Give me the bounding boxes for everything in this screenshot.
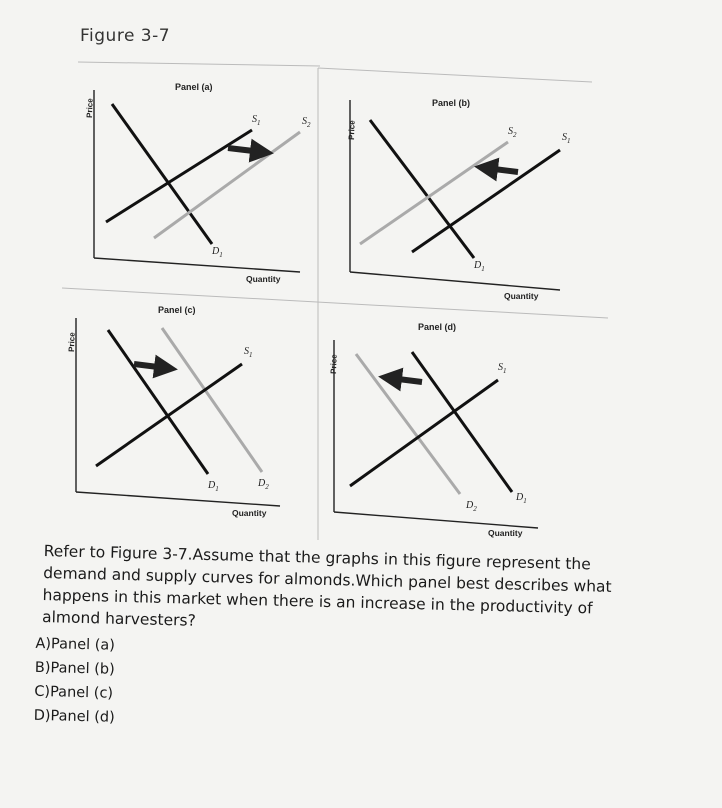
panel-c-x-axis <box>76 492 280 506</box>
panel-b-s2-label: $S_2$ <box>508 126 517 139</box>
panel-a-supply-s1 <box>106 130 252 222</box>
panel-b-quantity-label: Quantity <box>504 291 539 301</box>
panel-c-price-label: Price <box>67 332 77 353</box>
panel-a-label: Panel (a) <box>175 82 213 92</box>
panel-a-supply-s2 <box>154 132 300 238</box>
panel-b-d1-label: $D_1$ <box>474 260 485 273</box>
panel-b <box>347 98 570 301</box>
panel-c-supply-s1 <box>96 364 242 466</box>
panel-b-label: Panel (b) <box>432 98 471 108</box>
panel-c-quantity-label: Quantity <box>232 508 267 518</box>
figure-title: Figure 3-7 <box>80 26 171 46</box>
panel-c-d1-label: $D_1$ <box>208 480 219 493</box>
panel-b-shift-arrow-icon <box>486 168 518 172</box>
panel-a-s2-label: $S_2$ <box>302 116 311 129</box>
panel-a-d1-label: $D_1$ <box>212 246 223 259</box>
question-block <box>33 540 655 743</box>
panel-d-s1-label: $S_1$ <box>498 362 507 375</box>
figure-frame <box>62 62 608 540</box>
panel-d-shift-arrow-icon <box>390 378 422 382</box>
panel-a-price-label: Price <box>85 98 95 119</box>
panel-d-d1-label: $D_1$ <box>516 492 527 505</box>
panel-b-supply-s2 <box>360 142 508 244</box>
panel-a <box>85 82 311 284</box>
panel-a-demand-d1 <box>112 104 212 244</box>
panel-b-s1-label: $S_1$ <box>562 132 571 145</box>
option-c[interactable]: C)Panel (c) <box>34 683 114 702</box>
panel-d <box>329 322 538 538</box>
panel-a-quantity-label: Quantity <box>246 274 281 284</box>
option-d[interactable]: D)Panel (d) <box>33 707 115 726</box>
panel-c <box>67 305 280 518</box>
panel-a-s1-label: $S_1$ <box>252 114 261 127</box>
panel-c-d2-label: $D_2$ <box>258 478 269 491</box>
question-text: Refer to Figure 3-7.Assume that the graphs in this figure represent the demand and supply curves for almonds.Which panel best describes what happens in this market when there is an increase in the productivity of almond harvesters? <box>41 541 612 630</box>
panel-c-label: Panel (c) <box>158 305 196 315</box>
panel-d-price-label: Price <box>329 354 339 375</box>
panel-b-price-label: Price <box>347 120 357 141</box>
panel-d-demand-d1 <box>412 352 512 492</box>
panel-b-demand-d1 <box>370 120 474 258</box>
panel-d-demand-d2 <box>356 354 460 494</box>
panel-c-shift-arrow-icon <box>134 364 166 368</box>
panel-c-s1-label: $S_1$ <box>244 346 253 359</box>
panel-c-demand-d1 <box>108 330 208 474</box>
panel-a-shift-arrow-icon <box>228 148 262 152</box>
panel-b-supply-s1 <box>412 150 560 252</box>
option-b[interactable]: B)Panel (b) <box>34 659 115 678</box>
panel-d-label: Panel (d) <box>418 322 457 332</box>
panel-a-x-axis <box>94 258 300 272</box>
panel-d-quantity-label: Quantity <box>488 528 523 538</box>
panel-d-x-axis <box>334 512 538 528</box>
panel-d-supply-s1 <box>350 380 498 486</box>
panel-d-d2-label: $D_2$ <box>466 500 477 513</box>
panel-b-x-axis <box>350 272 560 290</box>
option-a[interactable]: A)Panel (a) <box>35 635 116 654</box>
